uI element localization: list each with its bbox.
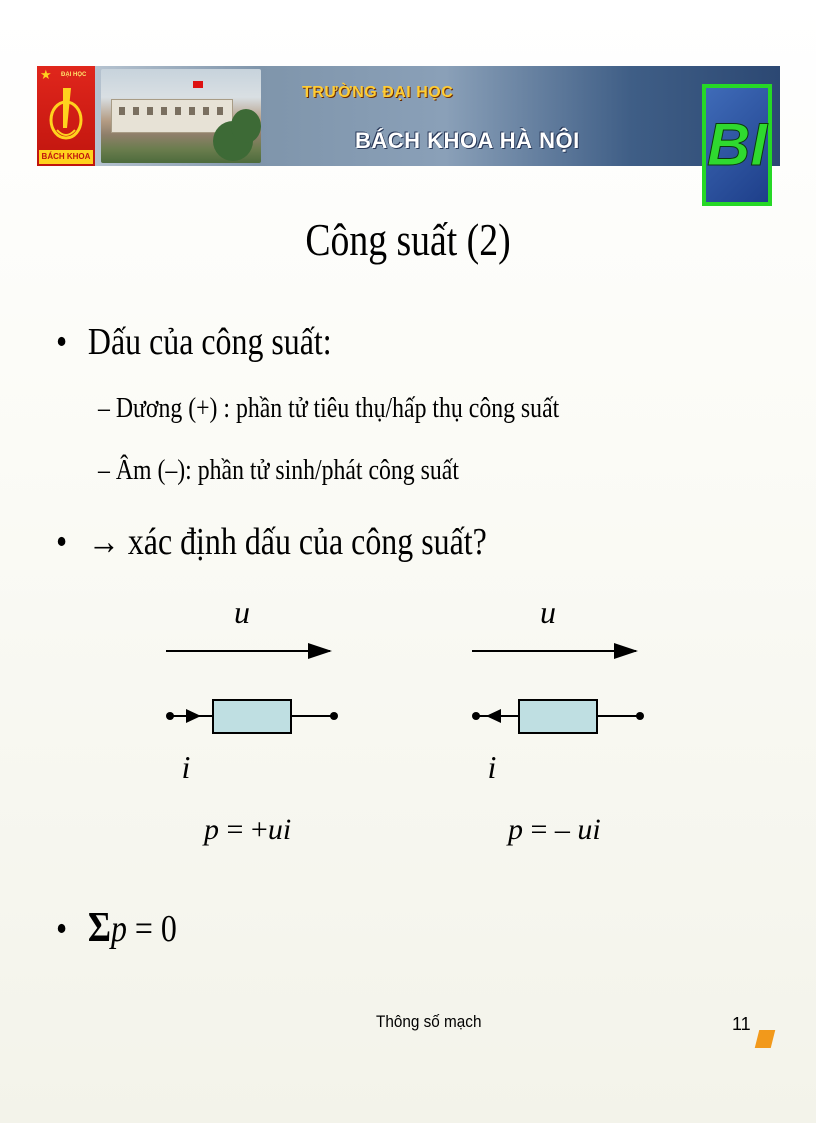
right-power-formula: p = – ui bbox=[508, 813, 601, 846]
sum-expression: = 0 bbox=[126, 908, 177, 950]
star-icon: ★ bbox=[40, 67, 52, 82]
sub-dash: – bbox=[98, 392, 110, 424]
right-current-arrow-icon bbox=[486, 709, 501, 723]
logo-emblem-icon bbox=[43, 84, 89, 146]
sum-variable: p bbox=[110, 908, 127, 950]
sub-bullet-text: Âm (–): phần tử sinh/phát công suất bbox=[115, 454, 459, 486]
sub-bullet-text: Dương (+) : phần tử tiêu thụ/hấp thụ công suất bbox=[115, 392, 560, 424]
sub-bullet-positive bbox=[98, 390, 559, 426]
bullet-power-sign bbox=[56, 320, 332, 364]
right-voltage-label: u bbox=[540, 594, 556, 630]
left-element-diagram bbox=[166, 594, 338, 846]
logo-top-text: ĐẠI HỌC bbox=[61, 72, 87, 78]
left-current-label: i bbox=[181, 749, 191, 785]
bullet-text: xác định dấu của công suất? bbox=[127, 521, 487, 563]
logo-bottom-text: BÁCH KHOA bbox=[39, 150, 93, 164]
university-logo bbox=[37, 66, 95, 166]
bullet-power-sum bbox=[56, 906, 177, 951]
left-current-arrow-icon bbox=[186, 709, 201, 723]
bullet-dot: • bbox=[56, 521, 68, 563]
power-sign-diagram bbox=[0, 585, 816, 875]
sub-dash: – bbox=[98, 454, 110, 486]
right-resistor bbox=[519, 700, 597, 733]
sigma-symbol: Σ bbox=[87, 905, 111, 951]
bi-badge bbox=[702, 84, 772, 206]
arrow-icon: → bbox=[87, 521, 120, 563]
bullet-text: Dấu của công suất: bbox=[87, 321, 332, 363]
page-number: 11 bbox=[732, 1014, 751, 1034]
bi-badge-text: BI bbox=[707, 111, 767, 178]
left-power-formula: p = +ui bbox=[204, 813, 292, 846]
slide-title: Công suất (2) bbox=[305, 214, 511, 265]
sub-bullet-negative bbox=[98, 452, 459, 488]
university-name-line2: BÁCH KHOA HÀ NỘI bbox=[355, 128, 580, 153]
bullet-determine-sign bbox=[56, 520, 487, 564]
corner-decoration bbox=[755, 1030, 775, 1048]
footer-label: Thông số mạch bbox=[376, 1012, 482, 1031]
right-element-diagram bbox=[472, 594, 644, 846]
bullet-dot: • bbox=[56, 321, 68, 363]
right-terminal-b bbox=[636, 712, 644, 720]
header-banner bbox=[37, 66, 780, 166]
left-resistor bbox=[213, 700, 291, 733]
left-voltage-label: u bbox=[234, 594, 250, 630]
left-terminal-b bbox=[330, 712, 338, 720]
right-current-label: i bbox=[487, 749, 497, 785]
campus-photo bbox=[101, 69, 261, 163]
university-name-line1: TRƯỜNG ĐẠI HỌC bbox=[302, 84, 454, 101]
bullet-dot: • bbox=[56, 908, 68, 950]
